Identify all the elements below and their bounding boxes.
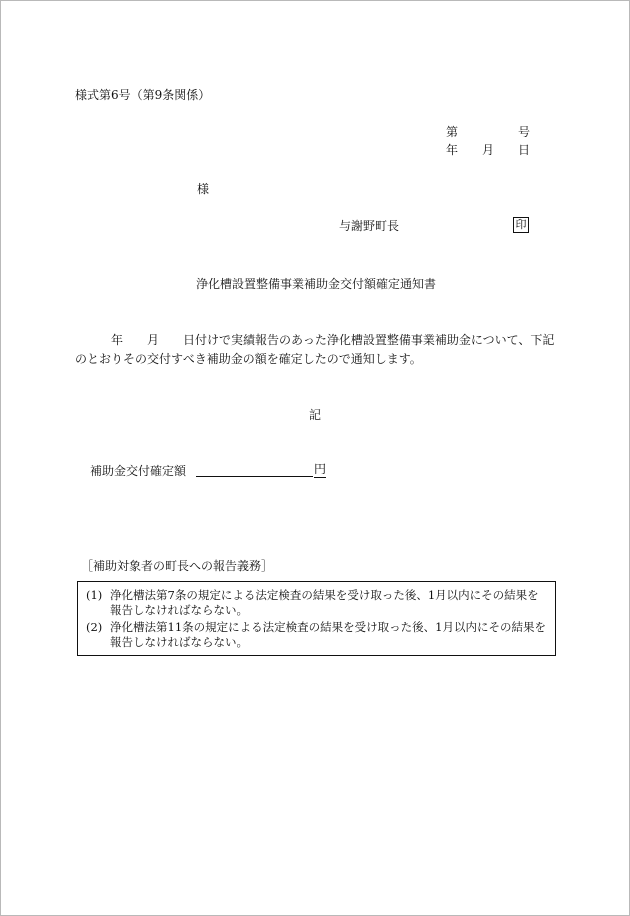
seal-mark: 印 <box>513 217 529 233</box>
body-paragraph <box>75 331 555 369</box>
obligation-heading: ［補助対象者の町長への報告義務］ <box>81 559 274 573</box>
document-title: 浄化槽設置整備事業補助金交付額確定通知書 <box>196 277 437 291</box>
amount-blank-line <box>196 476 313 477</box>
obligation-text-line-1: 浄化槽法第7条の規定による法定検査の結果を受け取った後、1月以内にその結果を <box>110 588 539 602</box>
date-day: 日 <box>518 143 531 157</box>
record-mark: 記 <box>309 408 322 422</box>
obligations-box <box>77 581 556 656</box>
number-prefix: 第 <box>446 125 459 139</box>
obligation-number: (1) <box>86 588 103 602</box>
date-month: 月 <box>482 143 495 157</box>
date-year: 年 <box>446 143 459 157</box>
obligation-item <box>86 588 549 618</box>
form-id: 様式第6号（第9条関係） <box>75 88 211 102</box>
amount-label: 補助金交付確定額 <box>90 464 187 478</box>
issuer-name: 与謝野町長 <box>339 219 400 233</box>
amount-unit: 円 <box>314 462 327 476</box>
obligation-text-line-1: 浄化槽法第11条の規定による法定検査の結果を受け取った後、1月以内にその結果を <box>110 620 546 634</box>
obligation-text-line-2: 報告しなければならない。 <box>110 603 248 617</box>
addressee: 様 <box>197 182 210 196</box>
body-line-2: のとおりその交付すべき補助金の額を確定したので通知します。 <box>75 352 422 366</box>
obligation-item <box>86 620 549 650</box>
body-month: 月 <box>147 333 160 347</box>
number-suffix: 号 <box>518 125 531 139</box>
obligation-text-line-2: 報告しなければならない。 <box>110 635 248 649</box>
body-line-1 <box>75 331 555 350</box>
obligation-number: (2) <box>86 620 103 634</box>
body-line-1-text: 日付けで実績報告のあった浄化槽設置整備事業補助金について、下記 <box>183 333 555 347</box>
body-year: 年 <box>111 333 124 347</box>
